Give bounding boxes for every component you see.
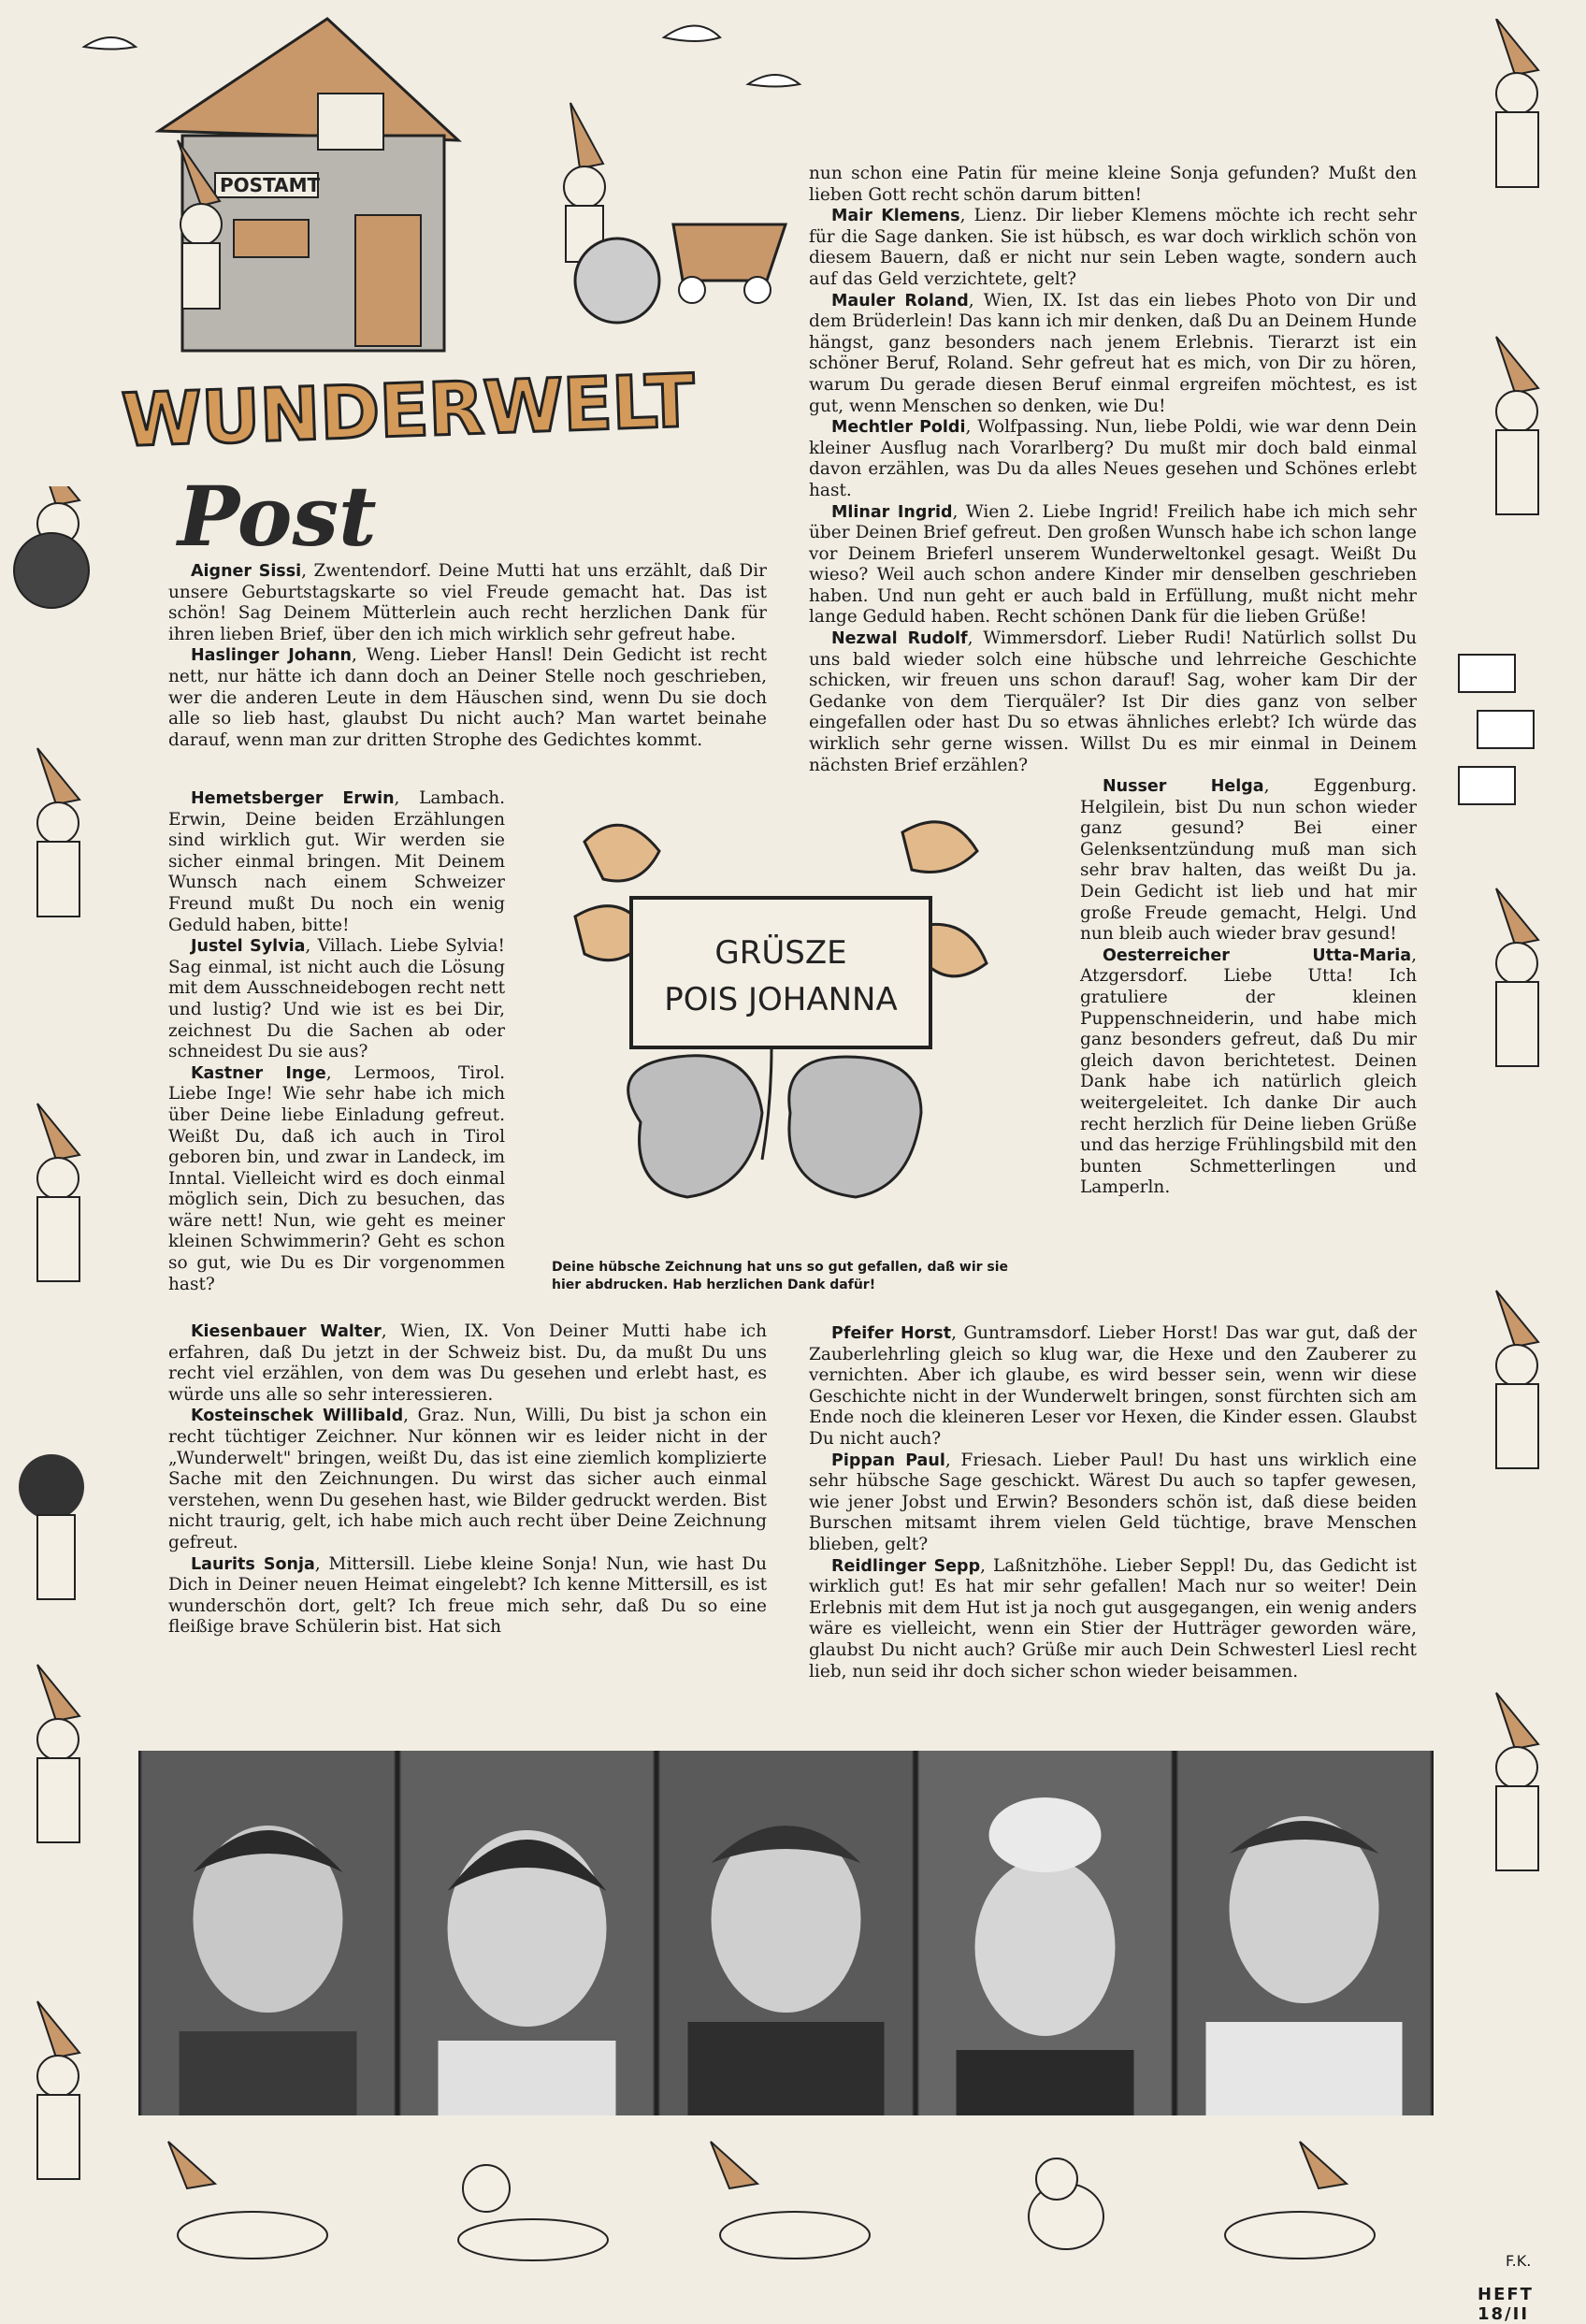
letter-reply (809, 417, 1417, 501)
letters-column-right-top (809, 164, 1417, 776)
reply-text: , Mittersill. Liebe kleine Sonja! Nun, wie hast Du Dich in Deiner neuen Heimat eingelebt? Ich kenne Mittersill, es ist wunderschön dort, gelt? Ich freue mich sehr, daß Du so eine fleißige brave Schülerin bist. Hat sich (168, 1553, 767, 1638)
reply-text: , Wimmersdorf. Lieber Rudi! Natürlich sollst Du uns bald wieder solch eine hübsche und lehrreiche Geschichte schicken, wir freuen uns schon darauf! Sag, woher kam Dir der Gedanke von dem Tierquäler? Ist Dir dies ganz von selber eingefallen oder hast Du so etwas ähnliches erlebt? Ich würde das wirklich sehr gerne wissen. Willst Du es mir einmal in Deinem nächsten Brief erzählen? (809, 628, 1417, 775)
reply-text: , Wien, IX. Ist das ein liebes Photo von Dir und dem Brüderlein! Das kann ich mir denken, daß Du an Deinem Hunde hängst, ganz besonders nach jenem Erlebnis. Tierarzt ist ein schöner Beruf, Roland. Sehr gefreut hat es mich, von Dir zu hören, warum Du gerade diesen Beruf einmal ergreifen möchtest, es ist gut, wenn Menschen so denken, wie Du! (809, 290, 1417, 416)
letter-reply (809, 1323, 1417, 1451)
artist-signature: F.K. (1506, 2252, 1532, 2270)
page-subtitle: Post (178, 468, 377, 565)
letter-reply (809, 291, 1417, 418)
child-photo (658, 1751, 914, 2115)
reply-text: , Wien 2. Liebe Ingrid! Freilich habe ich mich sehr über Deinen Brief gefreut. Den großen Wunsch habe ich schon lange vor Deinem Brieferl unserem Wunderweltonkel gesagt. Weißt Du wieso? Weil auch schon andere Kinder mir denselben geschrieben haben. Und nun geht er auch bald in Erfüllung, mußt nicht mehr lange Geduld haben. Recht schönen Dank für die lieben Grüße! (809, 501, 1417, 628)
reader-name: Pippan Paul (831, 1451, 945, 1470)
reader-name: Aigner Sissi (191, 562, 302, 581)
drawing-caption: Deine hübsche Zeichnung hat uns so gut gefallen, daß wir sie hier abdrucken. Hab herzlichen Dank dafür! (552, 1260, 1009, 1292)
post-office-illustration (19, 0, 842, 393)
letter-reply (168, 1406, 767, 1553)
reader-name: Mechtler Poldi (831, 418, 966, 438)
issue-number: HEFT 18/II (1478, 2285, 1534, 2324)
reader-name: Kastner Inge (191, 1063, 326, 1083)
letters-column-left-top (168, 561, 767, 751)
reader-name: Kosteinschek Willibald (191, 1407, 404, 1426)
reply-text: nun schon eine Patin für meine kleine Sonja gefunden? Mußt den lieben Gott recht schön darum bitten! (809, 164, 1417, 205)
reply-text: , Lermoos, Tirol. Liebe Inge! Wie sehr habe ich mich über Deine liebe Einladung gefreut. Weißt Du, daß ich auch in Tirol geboren bin, und zwar in Landeck, im Inntal. Vielleicht wird es doch einmal möglich sein, Dich zu besuchen, das wäre nett! Nun, wie geht es meiner kleinen Schwimmerin? Geht es schon so gut, wie Du es Dir vorgenommen hast? (168, 1062, 505, 1294)
gnome-icon (37, 1104, 79, 1281)
reply-text: , Lambach. Erwin, Deine beiden Erzählungen sind wirklich gut. Wir werden sie sicher einmal bringen. Mit Deinem Wunsch nach einem Schweizer Freund mußt Du noch ein wenig Geduld haben, bitte! (168, 788, 505, 935)
drawing-greeting-line1: GRÜSZE (714, 934, 847, 972)
letter-reply (168, 561, 767, 645)
letter-reply (168, 788, 505, 936)
left-border-gnomes (0, 486, 131, 2291)
reader-name: Mauler Roland (831, 291, 969, 310)
reply-text: , Friesach. Lieber Paul! Du hast uns wirklich eine sehr hübsche Sage geschickt. Wärest Du auch so tapfer gewesen, wie jener Jobst und Erwin? Besonders schön ist, daß diese beiden Burschen mitsamt ihrem vielen Geld tüchtige, brave Menschen blieben, gelt? (809, 1450, 1417, 1554)
reader-drawing (547, 804, 1015, 1253)
reader-name: Mlinar Ingrid (831, 502, 953, 522)
reader-name: Pfeifer Horst (831, 1324, 952, 1343)
letter-reply (809, 628, 1417, 776)
child-photo (1176, 1751, 1432, 2115)
letter-reply (168, 1063, 505, 1296)
child-photo (140, 1751, 396, 2115)
reader-name: Hemetsberger Erwin (191, 789, 395, 808)
bird-icons (84, 26, 800, 87)
letter-reply (168, 936, 505, 1063)
gnome-icon (1496, 888, 1538, 1066)
letter-reply (168, 1554, 767, 1638)
gnome-icon (1496, 1693, 1538, 1870)
reply-text: , Villach. Liebe Sylvia! Sag einmal, ist nicht auch die Lösung mit dem Ausschneidebogen recht nett und lustig? Und wie ist es bei Dir, zeichnest Du die Sachen ab oder schneidest Du sie aus? (168, 936, 505, 1062)
gnome-icon (37, 748, 79, 917)
letter-reply (809, 164, 1417, 206)
envelope-icons (1459, 655, 1534, 804)
letter-reply (168, 645, 767, 751)
bottom-border-gnomes (131, 2132, 1459, 2273)
reply-text: , Lienz. Dir lieber Klemens möchte ich recht sehr für die Sage danken. Sie ist hübsch, es war doch wirklich schön von diesem Bauern, daß er nicht nur sein Leben wagte, sondern auch auf das Geld verzichtete, gelt? (809, 206, 1417, 289)
reply-text: , Graz. Nun, Willi, Du bist ja schon ein recht tüchtiger Zeichner. Nur können wir es leider nicht in der „Wunderwelt" bringen, weißt Du, das ist eine ziemlich komplizierte Sache mit den Zeichnungen. Du wirst das sicher auch einmal verstehen, wenn Du gesehen hast, wie Bilder gedruckt werden. Bist nicht traurig, gelt, ich habe mich auch recht über Deine Zeichnung gefreut. (168, 1406, 767, 1552)
reply-text: , Eggenburg. Helgilein, bist Du nun schon wieder ganz gesund? Bei einer Gelenksentzündung muß man sich sehr brav halten, das weißt Du ja. Dein Gedicht ist lieb und hat mir große Freude gemacht, Helgi. Und nun bleib auch wieder brav gesund! (1080, 776, 1417, 945)
reader-name: Haslinger Johann (191, 646, 353, 666)
letters-column-right-bottom (809, 1323, 1417, 1682)
reply-text: , Atzgersdorf. Liebe Utta! Ich gratuliere der kleinen Puppenschneiderin, und habe mich ganz besonders gefreut, daß Du mir gleich davon berichtetest. Deinen Dank habe ich natürlich gleich weitergeleitet. Ich danke Dir auch recht herzlich für Deine lieben Grüße und das herzige Frühlingsbild mit den bunten Schmetterlingen und Lamperln. (1080, 945, 1417, 1198)
gnome-icon (19, 1454, 84, 1599)
post-office-sign: POSTAMT (220, 174, 321, 196)
letter-reply (168, 1321, 767, 1406)
page-title: WUNDERWELT (120, 359, 696, 464)
gnome-icon (14, 486, 89, 608)
reader-name: Laurits Sonja (191, 1554, 315, 1574)
letters-column-left-bottom (168, 1321, 767, 1638)
reader-name: Nusser Helga (1103, 777, 1264, 796)
reply-text: , Laßnitzhöhe. Lieber Seppl! Du, das Gedicht ist wirklich gut! Es hat mir sehr gefallen! Mach nur so weiter! Dein Erlebnis mit dem Hut ist ja noch gut ausgegangen, ein wenig anders wäre es vielleicht, wenn ein Stier der Hutträger geworden wäre, glaubst Du nicht auch? Grüße mir auch Dein Schwesterl Liesl recht lieb, nun seid ihr doch sicher schon wieder beisammen. (809, 1555, 1417, 1682)
reply-text: , Wolfpassing. Nun, liebe Poldi, wie war denn Dein kleiner Ausflug nach Vorarlberg? Du mußt mir doch bald einmal davon erzählen, was Du da alles Neues gesehen und Schönes erlebt hast. (809, 417, 1417, 500)
gnome-icon (37, 1665, 79, 1842)
right-border-gnomes (1440, 19, 1586, 2226)
reply-text: , Zwentendorf. Deine Mutti hat uns erzählt, daß Dir unsere Geburtstagskarte so viel Freude gemacht hat. Das ist schön! Sag Deinem Mütterlein auch recht herzlichen Dank für ihren lieben Brief, über den ich mich wirklich sehr gefreut habe. (168, 561, 767, 644)
children-photo-strip (138, 1751, 1434, 2115)
letter-reply (809, 502, 1417, 629)
reply-text: , Wien, IX. Von Deiner Mutti habe ich erfahren, daß Du jetzt in der Schweiz bist. Du, da mußt Du uns recht viel erzählen, von dem was Du gesehen und erlebt hast, es würde uns alle so sehr interessieren. (168, 1321, 767, 1405)
gnome-icon (37, 2001, 79, 2179)
gnome-icon (711, 2142, 870, 2259)
reply-text: , Guntramsdorf. Lieber Horst! Das war gut, daß der Zauberlehrling gleich so klug war, die Hexe und den Zauberer zu vernichten. Aber ich glaube, es wird besser sein, wenn wir diese Geschichte nicht in der Wunderwelt bringen, sonst fürchten sich am Ende noch die kleineren Leser vor Hexen, die Kinder essen. Glaubst Du nicht auch? (809, 1323, 1417, 1449)
reply-text: , Weng. Lieber Hansl! Dein Gedicht ist recht nett, nur hätte ich dann doch an Deiner Stelle noch geschrieben, wer die anderen Leute in dem Häuschen sind, wenn Du sie doch alle so lieb hast, glaubst Du nicht auch? Man wartet beinahe darauf, wenn man zur dritten Strophe des Gedichtes kommt. (168, 645, 768, 750)
gnome-icon (458, 2165, 608, 2260)
letter-reply (1080, 945, 1417, 1199)
gnome-icon (1496, 337, 1538, 514)
gnome-icon (1496, 1291, 1538, 1468)
child-photo (917, 1751, 1173, 2115)
drawing-greeting-line2: POIS JOHANNA (664, 981, 898, 1018)
cat-icon (1029, 2158, 1103, 2249)
child-photo (399, 1751, 655, 2115)
letter-reply (1080, 776, 1417, 945)
letter-reply (809, 1556, 1417, 1683)
reader-name: Nezwal Rudolf (831, 629, 968, 649)
reader-name: Reidlinger Sepp (831, 1556, 981, 1576)
letters-column-right-narrow (1080, 776, 1417, 1199)
letter-reply (809, 206, 1417, 290)
gnome-icon (1225, 2142, 1375, 2259)
gnome-icon (1496, 19, 1538, 187)
reader-name: Oesterreicher Utta-Maria (1103, 945, 1412, 965)
reader-name: Kiesenbauer Walter (191, 1322, 382, 1341)
letter-reply (809, 1451, 1417, 1556)
reader-name: Mair Klemens (831, 207, 960, 226)
gnome-icon (168, 2142, 327, 2259)
letters-column-left-narrow (168, 788, 505, 1295)
reader-name: Justel Sylvia (191, 937, 306, 957)
